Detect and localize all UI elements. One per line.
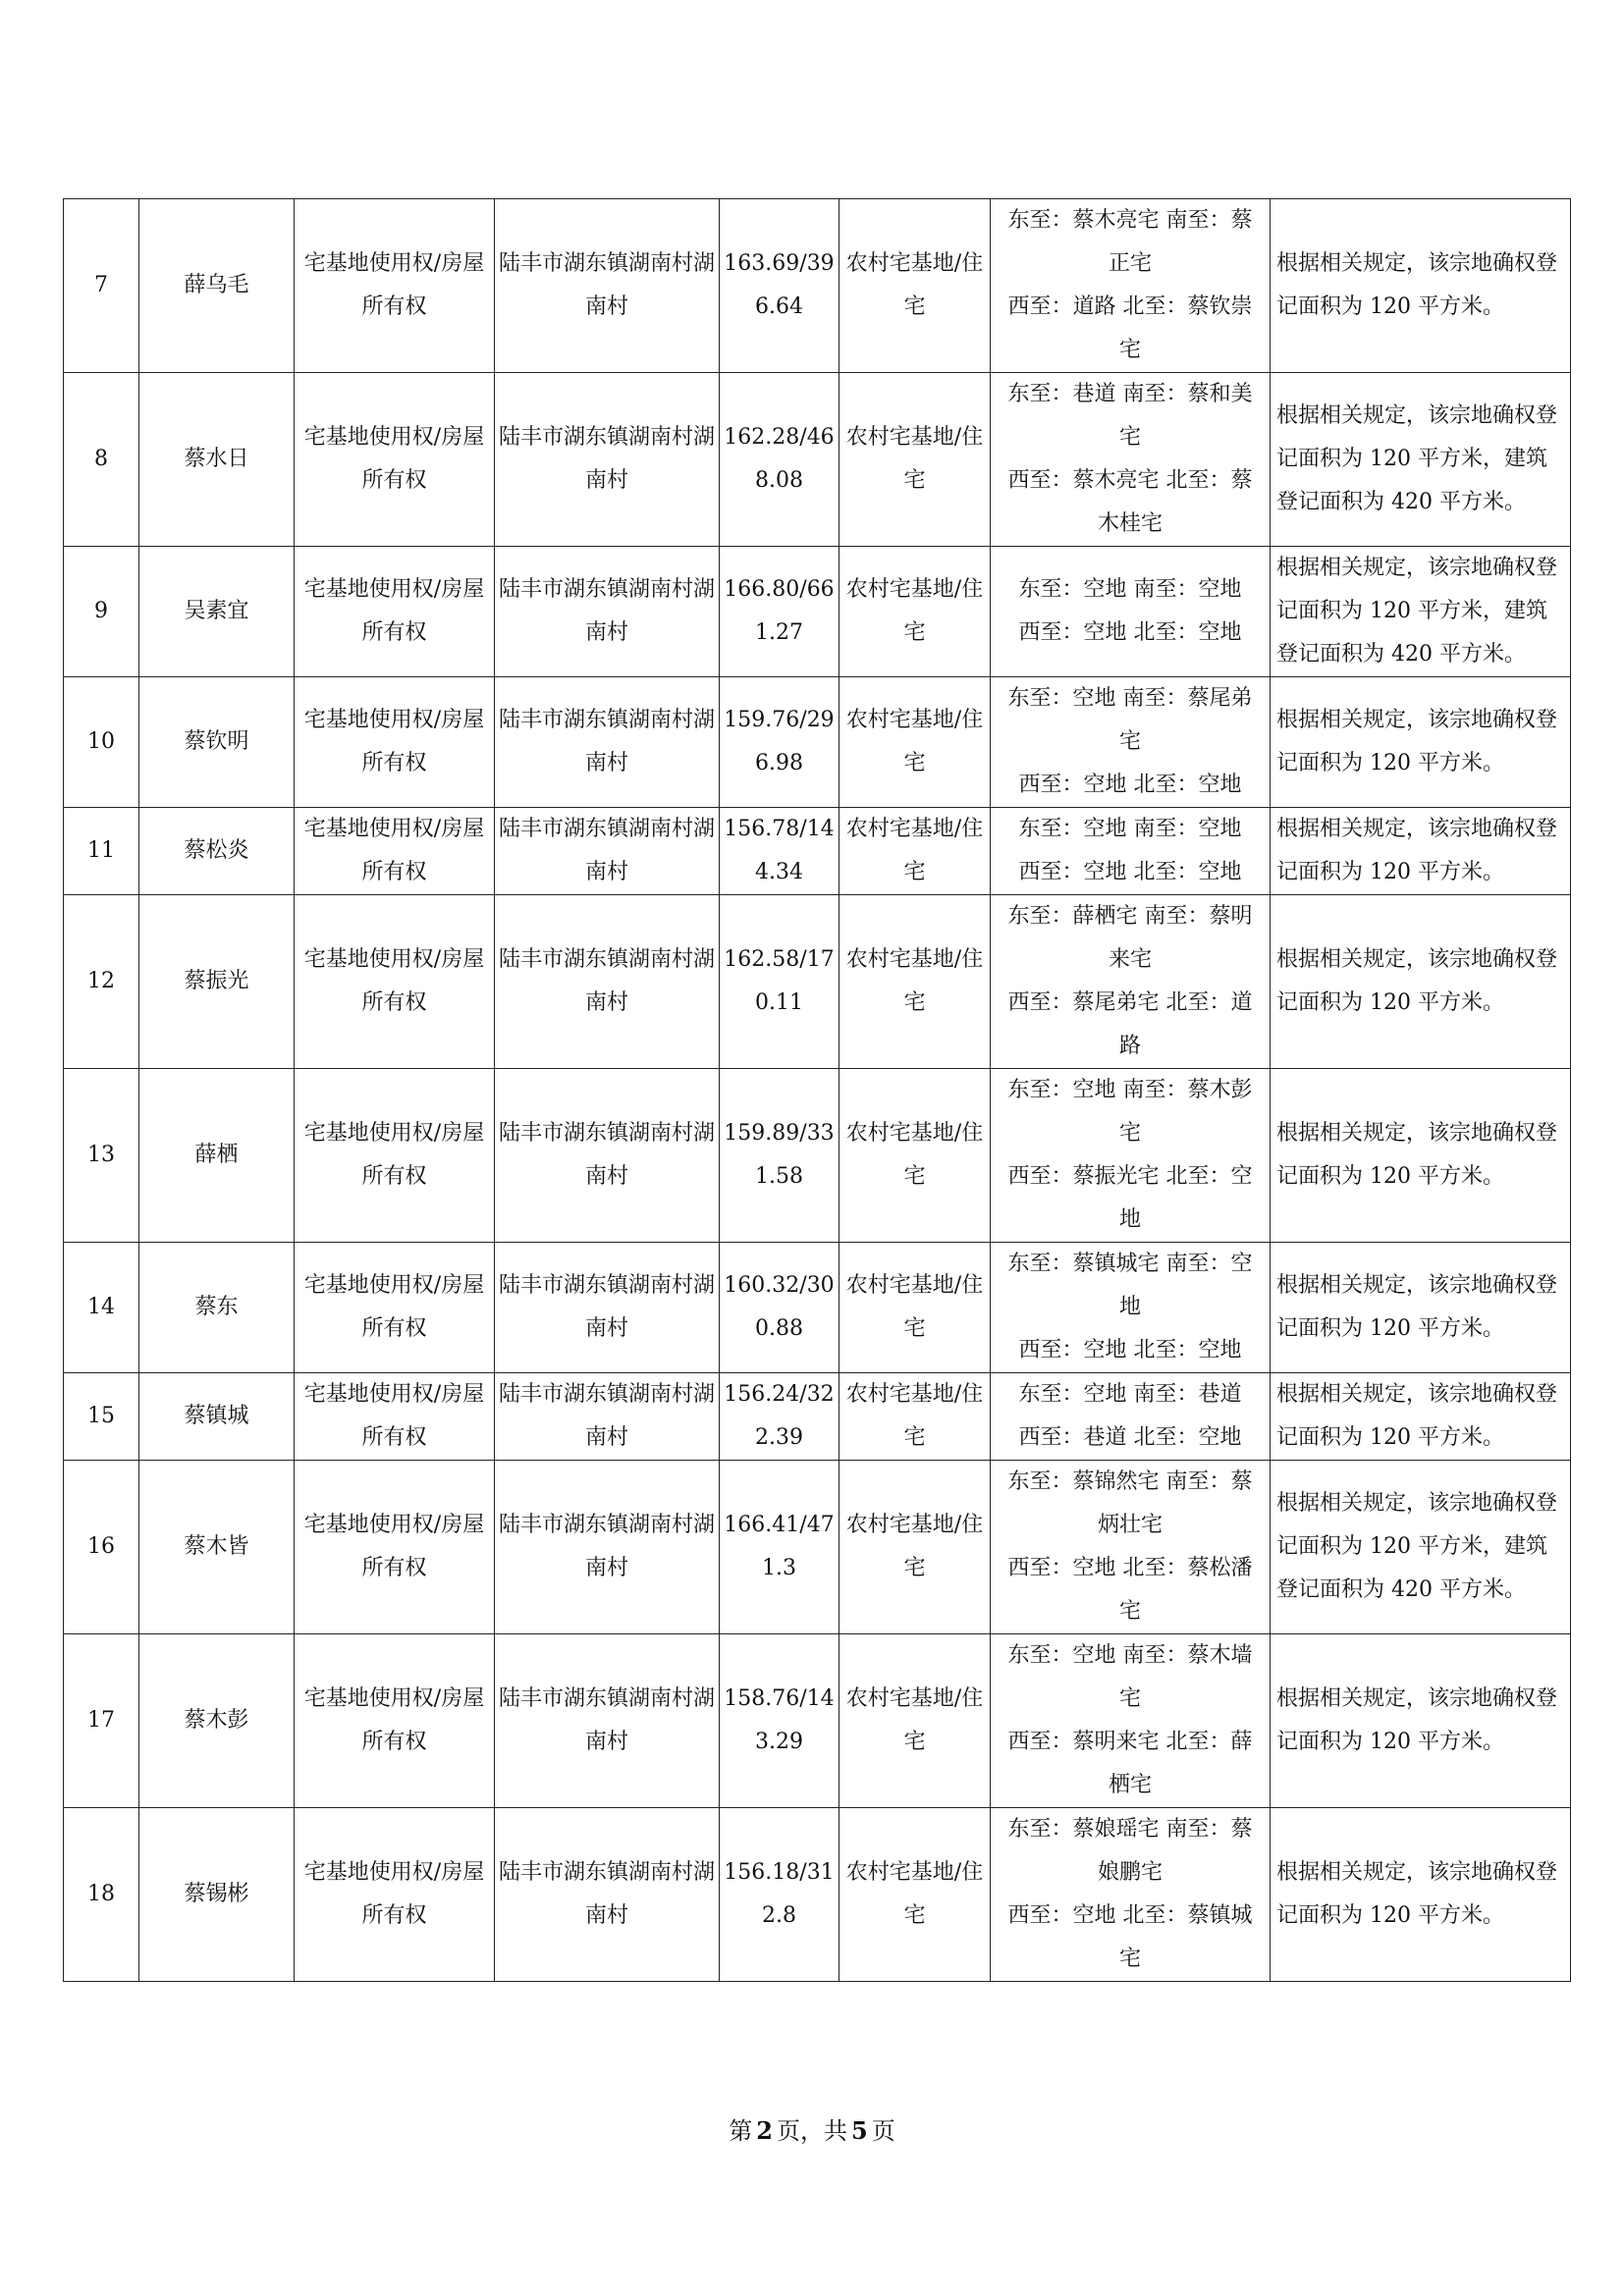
cell-area: 162.58/170.11 [720, 895, 839, 1069]
cell-boundaries [991, 1243, 1271, 1373]
cell-row-number: 10 [64, 677, 139, 808]
cell-right-type: 宅基地使用权/房屋所有权 [295, 895, 495, 1069]
boundary-line: 东至：薛栖宅 南至：蔡明 [1007, 904, 1253, 929]
boundary-line: 东至：空地 南至：蔡尾弟 [1007, 686, 1253, 711]
boundary-line: 宅 [1118, 425, 1141, 450]
boundary-line: 东至：空地 南至：空地 [1018, 577, 1242, 602]
cell-location: 陆丰市湖东镇湖南村湖南村 [495, 1243, 720, 1373]
cell-note: 根据相关规定，该宗地确权登记面积为 120 平方米。 [1271, 1069, 1571, 1243]
cell-boundaries [991, 808, 1271, 895]
cell-right-type: 宅基地使用权/房屋所有权 [295, 677, 495, 808]
boundary-line: 东至：巷道 南至：蔡和美 [1007, 382, 1253, 406]
cell-area: 162.28/468.08 [720, 373, 839, 547]
cell-land-use: 农村宅基地/住宅 [839, 1808, 991, 1982]
cell-location: 陆丰市湖东镇湖南村湖南村 [495, 373, 720, 547]
page-footer [0, 2116, 1624, 2146]
cell-owner-name: 蔡水日 [139, 373, 295, 547]
cell-owner-name: 薛栖 [139, 1069, 295, 1243]
cell-boundaries [991, 199, 1271, 373]
boundary-line: 来宅 [1108, 947, 1152, 972]
cell-land-use: 农村宅基地/住宅 [839, 1069, 991, 1243]
table-row [64, 1373, 1571, 1461]
cell-note: 根据相关规定，该宗地确权登记面积为 120 平方米。 [1271, 677, 1571, 808]
cell-area: 156.78/144.34 [720, 808, 839, 895]
table-row [64, 1634, 1571, 1808]
cell-land-use: 农村宅基地/住宅 [839, 373, 991, 547]
cell-owner-name: 蔡松炎 [139, 808, 295, 895]
cell-row-number: 12 [64, 895, 139, 1069]
cell-row-number: 9 [64, 547, 139, 677]
cell-note: 根据相关规定，该宗地确权登记面积为 120 平方米，建筑登记面积为 420 平方米。 [1271, 1461, 1571, 1634]
cell-boundaries [991, 373, 1271, 547]
cell-right-type: 宅基地使用权/房屋所有权 [295, 1634, 495, 1808]
cell-boundaries [991, 1461, 1271, 1634]
boundary-line: 地 [1118, 1207, 1141, 1232]
cell-boundaries [991, 1069, 1271, 1243]
cell-row-number: 11 [64, 808, 139, 895]
cell-boundaries [991, 1808, 1271, 1982]
cell-row-number: 7 [64, 199, 139, 373]
cell-row-number: 17 [64, 1634, 139, 1808]
cell-location: 陆丰市湖东镇湖南村湖南村 [495, 1069, 720, 1243]
cell-area: 166.80/661.27 [720, 547, 839, 677]
boundary-line: 西至：空地 北至：蔡镇城 [1007, 1903, 1253, 1928]
cell-owner-name: 蔡振光 [139, 895, 295, 1069]
cell-location: 陆丰市湖东镇湖南村湖南村 [495, 808, 720, 895]
boundary-line: 地 [1118, 1295, 1141, 1319]
cell-right-type: 宅基地使用权/房屋所有权 [295, 1243, 495, 1373]
cell-land-use: 农村宅基地/住宅 [839, 1634, 991, 1808]
boundary-line: 东至：蔡锦然宅 南至：蔡 [1007, 1469, 1253, 1494]
cell-note: 根据相关规定，该宗地确权登记面积为 120 平方米。 [1271, 808, 1571, 895]
boundary-line: 西至：蔡木亮宅 北至：蔡 [1007, 468, 1253, 493]
boundary-line: 西至：道路 北至：蔡钦崇 [1007, 294, 1253, 319]
cell-land-use: 农村宅基地/住宅 [839, 895, 991, 1069]
cell-area: 166.41/471.3 [720, 1461, 839, 1634]
boundary-line: 宅 [1118, 1121, 1141, 1146]
boundary-line: 西至：空地 北至：空地 [1018, 1338, 1242, 1362]
boundary-line: 西至：空地 北至：空地 [1018, 773, 1242, 797]
boundary-line: 东至：蔡娘瑶宅 南至：蔡 [1007, 1817, 1253, 1842]
cell-row-number: 13 [64, 1069, 139, 1243]
boundary-line: 东至：空地 南至：蔡木墙 [1007, 1643, 1253, 1668]
cell-owner-name: 蔡木彭 [139, 1634, 295, 1808]
cell-note: 根据相关规定，该宗地确权登记面积为 120 平方米。 [1271, 199, 1571, 373]
cell-note: 根据相关规定，该宗地确权登记面积为 120 平方米。 [1271, 1634, 1571, 1808]
boundary-line: 宅 [1118, 338, 1141, 362]
boundary-line: 宅 [1118, 1686, 1141, 1711]
boundary-line: 东至：蔡镇城宅 南至：空 [1007, 1252, 1253, 1276]
footer-prefix: 第 [729, 2117, 753, 2145]
table-row [64, 895, 1571, 1069]
cell-location: 陆丰市湖东镇湖南村湖南村 [495, 547, 720, 677]
boundary-line: 西至：蔡明来宅 北至：薛 [1007, 1730, 1253, 1754]
cell-boundaries [991, 1634, 1271, 1808]
records-table [63, 198, 1571, 1982]
cell-row-number: 18 [64, 1808, 139, 1982]
cell-area: 158.76/143.29 [720, 1634, 839, 1808]
footer-suffix: 页 [871, 2117, 895, 2145]
boundary-line: 西至：空地 北至：空地 [1018, 860, 1242, 884]
boundary-line: 东至：空地 南至：巷道 [1018, 1382, 1242, 1407]
cell-row-number: 16 [64, 1461, 139, 1634]
cell-boundaries [991, 547, 1271, 677]
table-row [64, 1069, 1571, 1243]
cell-right-type: 宅基地使用权/房屋所有权 [295, 1373, 495, 1461]
cell-location: 陆丰市湖东镇湖南村湖南村 [495, 895, 720, 1069]
cell-owner-name: 吴素宜 [139, 547, 295, 677]
cell-location: 陆丰市湖东镇湖南村湖南村 [495, 677, 720, 808]
cell-boundaries [991, 677, 1271, 808]
footer-mid: 页，共 [777, 2117, 847, 2145]
cell-location: 陆丰市湖东镇湖南村湖南村 [495, 1373, 720, 1461]
boundary-line: 木桂宅 [1097, 511, 1163, 536]
boundary-line: 东至：蔡木亮宅 南至：蔡 [1007, 208, 1253, 233]
cell-right-type: 宅基地使用权/房屋所有权 [295, 1069, 495, 1243]
cell-note: 根据相关规定，该宗地确权登记面积为 120 平方米。 [1271, 895, 1571, 1069]
cell-land-use: 农村宅基地/住宅 [839, 547, 991, 677]
cell-owner-name: 蔡东 [139, 1243, 295, 1373]
table-row [64, 1243, 1571, 1373]
cell-boundaries [991, 1373, 1271, 1461]
cell-right-type: 宅基地使用权/房屋所有权 [295, 373, 495, 547]
table-row [64, 677, 1571, 808]
table-row [64, 1808, 1571, 1982]
cell-row-number: 14 [64, 1243, 139, 1373]
boundary-line: 西至：空地 北至：空地 [1018, 620, 1242, 645]
table-row [64, 547, 1571, 677]
cell-location: 陆丰市湖东镇湖南村湖南村 [495, 1461, 720, 1634]
cell-row-number: 8 [64, 373, 139, 547]
cell-note: 根据相关规定，该宗地确权登记面积为 120 平方米。 [1271, 1808, 1571, 1982]
cell-area: 156.24/322.39 [720, 1373, 839, 1461]
cell-land-use: 农村宅基地/住宅 [839, 199, 991, 373]
cell-owner-name: 蔡镇城 [139, 1373, 295, 1461]
cell-land-use: 农村宅基地/住宅 [839, 1373, 991, 1461]
boundary-line: 栖宅 [1108, 1773, 1152, 1797]
cell-land-use: 农村宅基地/住宅 [839, 1461, 991, 1634]
cell-row-number: 15 [64, 1373, 139, 1461]
cell-note: 根据相关规定，该宗地确权登记面积为 120 平方米。 [1271, 1243, 1571, 1373]
cell-area: 159.76/296.98 [720, 677, 839, 808]
cell-right-type: 宅基地使用权/房屋所有权 [295, 1461, 495, 1634]
cell-owner-name: 蔡锡彬 [139, 1808, 295, 1982]
table-row [64, 373, 1571, 547]
cell-area: 160.32/300.88 [720, 1243, 839, 1373]
cell-right-type: 宅基地使用权/房屋所有权 [295, 547, 495, 677]
cell-right-type: 宅基地使用权/房屋所有权 [295, 1808, 495, 1982]
boundary-line: 娘鹏宅 [1097, 1860, 1163, 1885]
boundary-line: 东至：空地 南至：蔡木彭 [1007, 1078, 1253, 1102]
table-row [64, 1461, 1571, 1634]
cell-owner-name: 薛乌毛 [139, 199, 295, 373]
cell-note: 根据相关规定，该宗地确权登记面积为 120 平方米。 [1271, 1373, 1571, 1461]
cell-owner-name: 蔡钦明 [139, 677, 295, 808]
cell-area: 163.69/396.64 [720, 199, 839, 373]
cell-location: 陆丰市湖东镇湖南村湖南村 [495, 199, 720, 373]
cell-land-use: 农村宅基地/住宅 [839, 677, 991, 808]
table-row [64, 808, 1571, 895]
boundary-line: 西至：蔡尾弟宅 北至：道 [1007, 990, 1253, 1015]
footer-total-pages: 5 [851, 2116, 868, 2145]
cell-location: 陆丰市湖东镇湖南村湖南村 [495, 1634, 720, 1808]
boundary-line: 东至：空地 南至：空地 [1018, 817, 1242, 841]
boundary-line: 西至：蔡振光宅 北至：空 [1007, 1164, 1253, 1189]
cell-boundaries [991, 895, 1271, 1069]
cell-land-use: 农村宅基地/住宅 [839, 1243, 991, 1373]
cell-owner-name: 蔡木皆 [139, 1461, 295, 1634]
cell-right-type: 宅基地使用权/房屋所有权 [295, 199, 495, 373]
cell-area: 159.89/331.58 [720, 1069, 839, 1243]
boundary-line: 西至：巷道 北至：空地 [1018, 1425, 1242, 1450]
cell-location: 陆丰市湖东镇湖南村湖南村 [495, 1808, 720, 1982]
table-row [64, 199, 1571, 373]
boundary-line: 西至：空地 北至：蔡松潘 [1007, 1556, 1253, 1580]
boundary-line: 炳壮宅 [1097, 1513, 1163, 1537]
boundary-line: 正宅 [1108, 251, 1152, 276]
cell-right-type: 宅基地使用权/房屋所有权 [295, 808, 495, 895]
boundary-line: 路 [1118, 1034, 1141, 1058]
cell-note: 根据相关规定，该宗地确权登记面积为 120 平方米，建筑登记面积为 420 平方米。 [1271, 547, 1571, 677]
footer-page-number: 2 [756, 2116, 773, 2145]
table-body [64, 199, 1571, 1982]
cell-note: 根据相关规定，该宗地确权登记面积为 120 平方米，建筑登记面积为 420 平方米。 [1271, 373, 1571, 547]
cell-area: 156.18/312.8 [720, 1808, 839, 1982]
boundary-line: 宅 [1118, 1599, 1141, 1624]
cell-land-use: 农村宅基地/住宅 [839, 808, 991, 895]
boundary-line: 宅 [1118, 729, 1141, 754]
boundary-line: 宅 [1118, 1947, 1141, 1971]
